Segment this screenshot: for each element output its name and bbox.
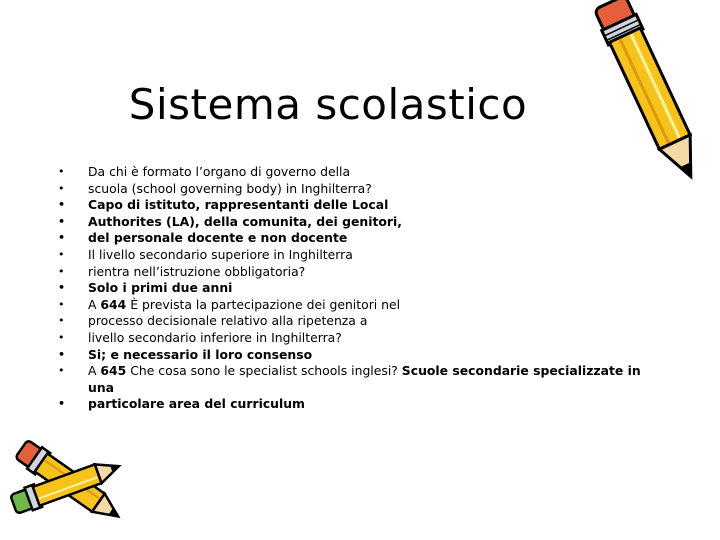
bullet-text: Authorites (LA), della comunita, dei genitori, [88, 213, 402, 229]
bullet-text: processo decisionale relativo alla ripetenza a [88, 313, 368, 329]
question-number: 645 [100, 363, 127, 379]
list-item [56, 164, 656, 181]
list-item [56, 363, 656, 396]
list-item [56, 247, 656, 264]
list-item [56, 313, 656, 330]
list-item [56, 230, 656, 247]
list-item [56, 330, 656, 347]
list-item [56, 347, 656, 364]
list-item [56, 280, 656, 297]
list-item [56, 297, 656, 314]
bullet-list [56, 164, 656, 413]
pencil-icon [590, 0, 720, 200]
list-item [56, 197, 656, 214]
bullet-text: Da chi è formato l’organo di governo della [88, 164, 351, 179]
bullet-prefix: A [88, 296, 101, 312]
list-item [56, 181, 656, 198]
bullet-text: Si; e necessario il loro consenso [88, 346, 313, 362]
bullet-text: È prevista la partecipazione dei genitori nel [126, 296, 401, 312]
bullet-text: rientra nell’istruzione obbligatoria? [88, 263, 306, 279]
crossed-pencils-icon [0, 428, 140, 540]
bullet-text: Che cosa sono le specialist schools inglesi? [126, 363, 402, 379]
list-item [56, 264, 656, 281]
slide-title: Sistema scolastico [128, 80, 528, 129]
bullet-text: Il livello secondario superiore in Inghilterra [88, 246, 353, 262]
bullet-text: scuola (school governing body) in Inghilterra? [88, 180, 372, 196]
bullet-text: Solo i primi due anni [88, 280, 233, 296]
answer-text: Scuole secondarie specializzate in una [88, 363, 641, 395]
bullet-text: Capo di istituto, rappresentanti delle Local [88, 197, 389, 213]
bullet-text: livello secondario inferiore in Inghilterra? [88, 329, 342, 345]
bullet-text: particolare area del curriculum [88, 396, 305, 412]
bullet-text: del personale docente e non docente [88, 230, 348, 246]
bullet-prefix: A [88, 363, 101, 379]
list-item [56, 214, 656, 231]
question-number: 644 [100, 296, 127, 312]
list-item [56, 396, 656, 413]
